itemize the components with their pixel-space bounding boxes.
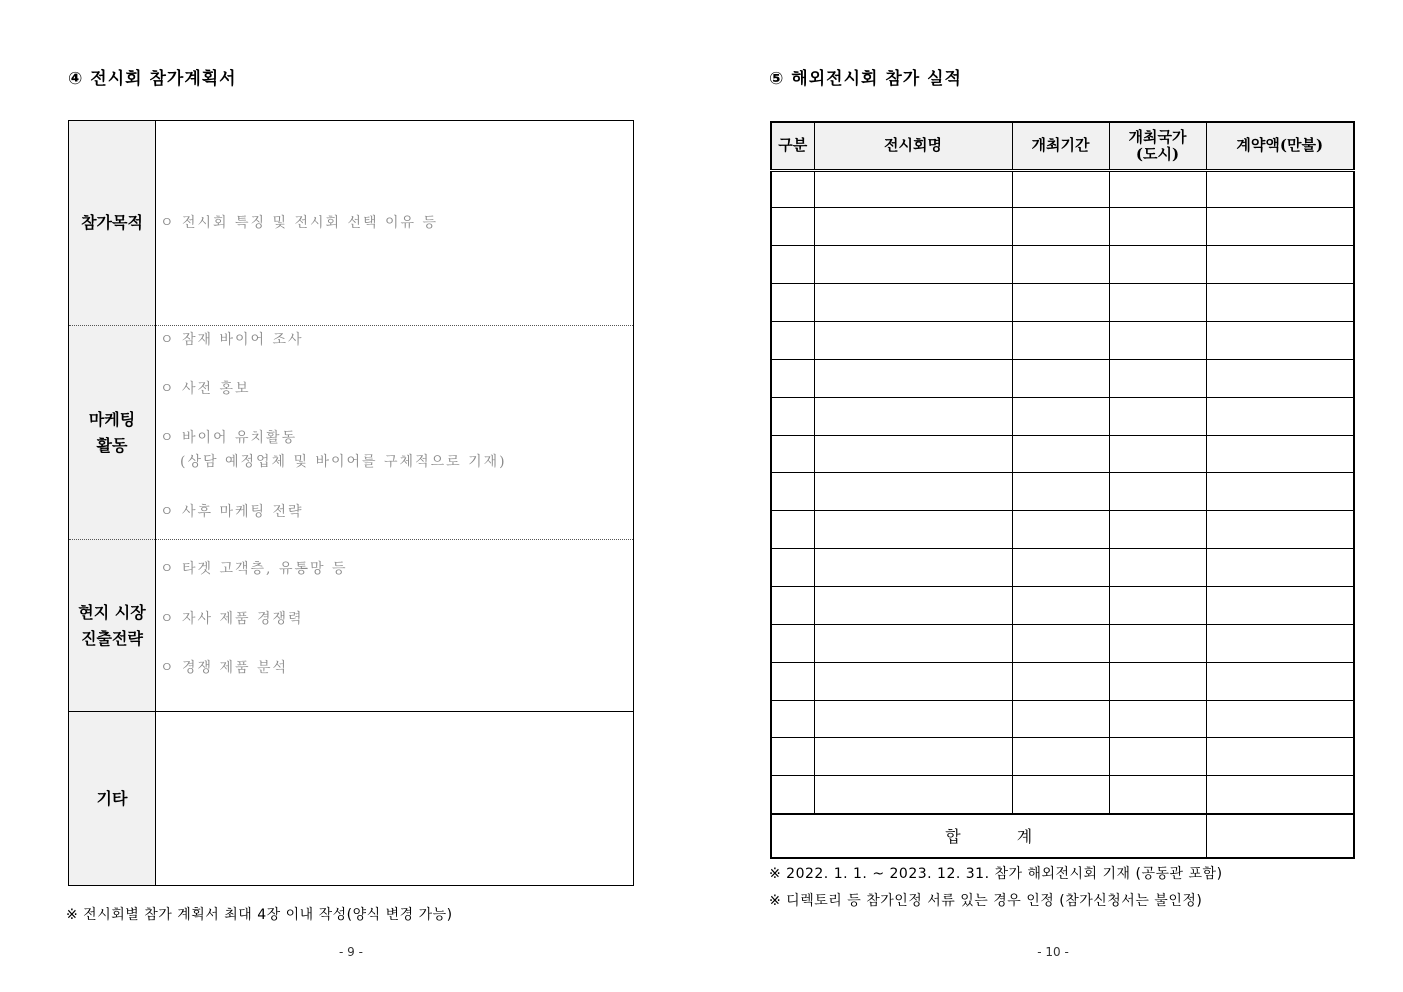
table-cell[interactable] [771, 321, 814, 359]
col-header-country [1109, 122, 1206, 170]
plan-row-market-entry [69, 540, 634, 712]
table-cell[interactable] [771, 246, 814, 284]
content-purpose[interactable] [156, 121, 634, 326]
label-market-entry [69, 540, 156, 712]
table-cell[interactable] [1206, 170, 1354, 208]
table-cell[interactable] [1206, 435, 1354, 473]
table-cell[interactable] [1206, 662, 1354, 700]
table-cell[interactable] [1012, 662, 1109, 700]
table-cell[interactable] [1012, 776, 1109, 814]
table-cell[interactable] [1109, 586, 1206, 624]
label-purpose: 참가목적 [69, 121, 156, 326]
table-cell[interactable] [1012, 586, 1109, 624]
label-market-entry-line2: 진출전략 [81, 628, 143, 648]
table-cell[interactable] [1109, 776, 1206, 814]
table-cell[interactable] [1206, 624, 1354, 662]
col-header-country-line1: 개최국가 [1128, 127, 1187, 146]
table-row [771, 359, 1354, 397]
table-cell[interactable] [1012, 700, 1109, 738]
col-header-contract: 계약액(만불) [1206, 122, 1354, 170]
content-market-entry[interactable] [156, 540, 634, 712]
table-row [771, 624, 1354, 662]
page-number-left: - 9 - [339, 945, 363, 959]
entry-item-target: ㅇ 타겟 고객층, 유통망 등 [160, 561, 348, 577]
table-row [771, 170, 1354, 208]
table-cell[interactable] [1109, 246, 1206, 284]
table-cell[interactable] [814, 662, 1012, 700]
table-cell[interactable] [771, 397, 814, 435]
table-cell[interactable] [771, 284, 814, 322]
table-cell[interactable] [771, 738, 814, 776]
table-cell[interactable] [814, 586, 1012, 624]
plan-section-title: ④ 전시회 참가계획서 [68, 69, 237, 89]
table-cell[interactable] [814, 359, 1012, 397]
plan-row-other [69, 712, 634, 886]
table-cell[interactable] [1012, 208, 1109, 246]
plan-note: ※ 전시회별 참가 계획서 최대 4장 이내 작성(양식 변경 가능) [66, 907, 453, 923]
table-cell[interactable] [1206, 321, 1354, 359]
table-cell[interactable] [814, 738, 1012, 776]
marketing-item-pre-promotion: ㅇ 사전 홍보 [160, 380, 251, 397]
table-cell[interactable] [814, 700, 1012, 738]
table-row [771, 700, 1354, 738]
table-row [771, 511, 1354, 549]
table-cell[interactable] [1109, 284, 1206, 322]
label-marketing-line1: 마케팅 [88, 409, 136, 429]
col-header-period: 개최기간 [1012, 122, 1109, 170]
results-header-row [771, 122, 1354, 170]
table-cell[interactable] [1109, 208, 1206, 246]
table-row [771, 435, 1354, 473]
table-cell[interactable] [1012, 511, 1109, 549]
label-other: 기타 [69, 712, 156, 886]
table-cell[interactable] [1206, 776, 1354, 814]
table-row [771, 776, 1354, 814]
table-cell[interactable] [1012, 624, 1109, 662]
results-section-title: ⑤ 해외전시회 참가 실적 [769, 69, 962, 89]
table-row [771, 321, 1354, 359]
table-cell[interactable] [1012, 321, 1109, 359]
marketing-item-post-strategy: ㅇ 사후 마케팅 전략 [160, 503, 304, 520]
right-page [702, 0, 1403, 992]
table-cell[interactable] [1206, 549, 1354, 587]
table-cell[interactable] [1109, 321, 1206, 359]
plan-row-marketing [69, 326, 634, 540]
table-row [771, 662, 1354, 700]
marketing-item-sub-note: (상담 예정업체 및 바이어를 구체적으로 기재) [180, 453, 507, 470]
table-cell[interactable] [771, 776, 814, 814]
table-row [771, 738, 1354, 776]
table-cell[interactable] [1012, 284, 1109, 322]
entry-item-competitiveness: ㅇ 자사 제품 경쟁력 [160, 611, 304, 627]
table-cell[interactable] [1206, 208, 1354, 246]
table-cell[interactable] [771, 662, 814, 700]
table-cell[interactable] [1109, 662, 1206, 700]
table-cell[interactable] [1206, 738, 1354, 776]
table-cell[interactable] [1109, 397, 1206, 435]
table-cell[interactable] [1012, 246, 1109, 284]
table-cell[interactable] [814, 170, 1012, 208]
exhibition-results-table [770, 121, 1355, 859]
content-marketing[interactable] [156, 326, 634, 540]
table-cell[interactable] [1206, 284, 1354, 322]
table-row [771, 586, 1354, 624]
participation-plan-table [68, 120, 634, 886]
table-cell[interactable] [814, 511, 1012, 549]
table-row [771, 246, 1354, 284]
table-cell[interactable] [1206, 473, 1354, 511]
table-cell[interactable] [1012, 397, 1109, 435]
table-row [771, 284, 1354, 322]
table-cell[interactable] [1206, 700, 1354, 738]
table-cell[interactable] [771, 586, 814, 624]
results-note-2: ※ 디렉토리 등 참가인정 서류 있는 경우 인정 (참가신청서는 불인정) [769, 893, 1203, 909]
page-number-right: - 10 - [1037, 945, 1069, 959]
content-other[interactable] [156, 712, 634, 886]
table-cell[interactable] [814, 435, 1012, 473]
label-marketing-line2: 활동 [96, 435, 128, 455]
table-cell[interactable] [771, 700, 814, 738]
table-cell[interactable] [1109, 624, 1206, 662]
table-cell[interactable] [814, 208, 1012, 246]
marketing-item-buyer-research: ㅇ 잠재 바이어 조사 [160, 331, 304, 348]
table-cell[interactable] [771, 435, 814, 473]
table-cell[interactable] [1109, 359, 1206, 397]
table-row [771, 397, 1354, 435]
marketing-item-buyer-attraction: ㅇ 바이어 유치활동 [160, 429, 298, 446]
table-cell[interactable] [814, 397, 1012, 435]
table-cell[interactable] [1012, 435, 1109, 473]
table-cell[interactable] [771, 359, 814, 397]
table-cell[interactable] [1012, 359, 1109, 397]
table-cell[interactable] [1206, 397, 1354, 435]
total-contract-cell[interactable] [1206, 814, 1354, 858]
table-cell[interactable] [1109, 435, 1206, 473]
table-cell[interactable] [1206, 359, 1354, 397]
col-header-country-line2: (도시) [1135, 144, 1180, 163]
table-cell[interactable] [1109, 738, 1206, 776]
table-row [771, 473, 1354, 511]
table-cell[interactable] [814, 549, 1012, 587]
label-market-entry-line1: 현지 시장 [78, 602, 146, 622]
table-cell[interactable] [771, 511, 814, 549]
purpose-item: ㅇ 전시회 특징 및 전시회 선택 이유 등 [160, 215, 439, 231]
table-cell[interactable] [1109, 549, 1206, 587]
results-note-1: ※ 2022. 1. 1. ~ 2023. 12. 31. 참가 해외전시회 기재 (공동관 포함) [769, 866, 1223, 882]
total-label: 합계 [771, 814, 1206, 858]
table-cell[interactable] [814, 246, 1012, 284]
table-cell[interactable] [1109, 511, 1206, 549]
col-header-exhibition-name: 전시회명 [814, 122, 1012, 170]
table-cell[interactable] [814, 624, 1012, 662]
label-marketing [69, 326, 156, 540]
table-cell[interactable] [771, 208, 814, 246]
table-row [771, 208, 1354, 246]
table-cell[interactable] [1206, 246, 1354, 284]
table-cell[interactable] [1206, 586, 1354, 624]
table-cell[interactable] [1012, 473, 1109, 511]
table-cell[interactable] [1012, 549, 1109, 587]
table-cell[interactable] [814, 776, 1012, 814]
plan-row-purpose [69, 121, 634, 326]
table-cell[interactable] [814, 473, 1012, 511]
table-cell[interactable] [1012, 738, 1109, 776]
table-cell[interactable] [1109, 473, 1206, 511]
table-cell[interactable] [1109, 170, 1206, 208]
total-row [771, 814, 1354, 858]
table-cell[interactable] [771, 624, 814, 662]
table-cell[interactable] [771, 473, 814, 511]
results-body [771, 170, 1354, 858]
table-cell[interactable] [1109, 700, 1206, 738]
table-cell[interactable] [771, 549, 814, 587]
col-header-category: 구분 [771, 122, 814, 170]
table-cell[interactable] [814, 284, 1012, 322]
table-cell[interactable] [1012, 170, 1109, 208]
table-cell[interactable] [771, 170, 814, 208]
table-cell[interactable] [1206, 511, 1354, 549]
table-cell[interactable] [814, 321, 1012, 359]
entry-item-competitor-analysis: ㅇ 경쟁 제품 분석 [160, 660, 289, 676]
table-row [771, 549, 1354, 587]
